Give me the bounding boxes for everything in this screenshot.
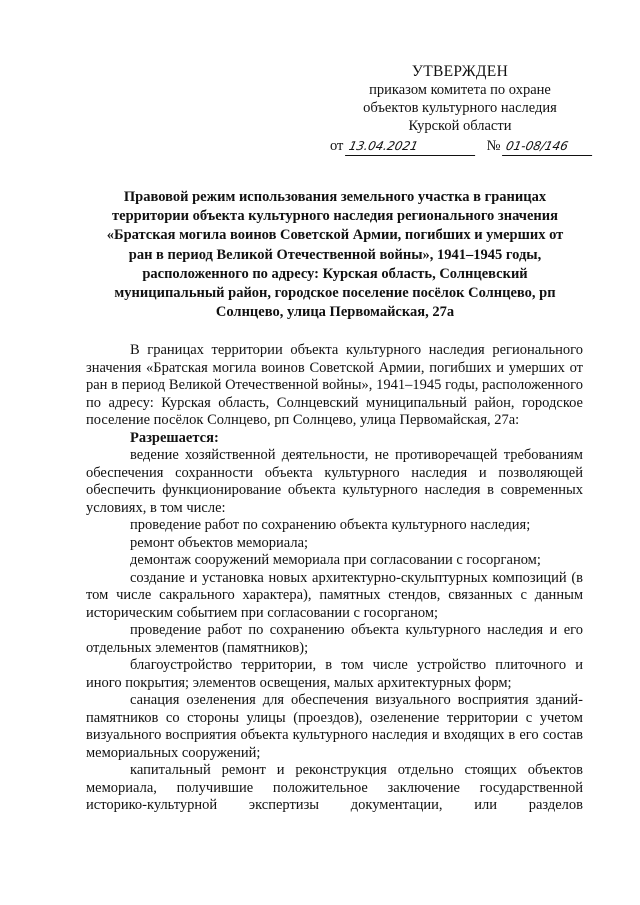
list-item: создание и установка новых архитектурно-скульптурных композиций (в том числе сакрального характера), памятных стендов, связанных с данным историческим событием при согласовании с госорганом; (86, 569, 583, 621)
handwritten-date: 13.04.2021 (345, 137, 479, 156)
approval-heading: УТВЕРЖДЕН (411, 63, 509, 80)
approval-line-2: объектов культурного наследия (363, 100, 557, 116)
document-body (86, 342, 583, 815)
intro-paragraph: В границах территории объекта культурного наследия регионального значения «Братская могила воинов Советской Армии, погибших и умерших от ран в период Великой Отечественной войны», 1941–1945 годы, расположенного по адресу: Курская область, Солнцевский муниципальный район, городское поселение посёлок Солнцево, рп Солнцево, улица Первомайская, 27а: (86, 342, 583, 428)
list-item: проведение работ по сохранению объекта культурного наследия и его отдельных элементов (памятников); (86, 622, 583, 656)
approval-line-3: Курской области (408, 118, 512, 134)
permitted-heading: Разрешается: (130, 429, 219, 446)
number-prefix: № (486, 138, 501, 154)
list-item: капитальный ремонт и реконструкция отдельно стоящих объектов мемориала, получившие положительное заключение государственной историко-культурной экспертизы документации, или разделов (86, 762, 583, 813)
list-item: благоустройство территории, в том числе устройство плиточного и иного покрытия; элементов освещения, малых архитектурных форм; (86, 657, 583, 691)
list-item: ремонт объектов мемориала; (130, 534, 309, 551)
approval-line-1: приказом комитета по охране (369, 82, 551, 98)
document-title: Правовой режим использования земельного участка в границах территории объекта культурного наследия регионального значения «Братская могила воинов Советской Армии, погибших и умерших от ран в период Великой Отечественной войны», 1941–1945 годы, расположенного по адресу: Курская область, Солнцевский муниципальный район, городское поселение посёлок Солнцево, рп Солнцево, улица Первомайская, 27а (106, 189, 564, 321)
order-date-number (330, 137, 600, 156)
date-prefix: от (330, 138, 344, 154)
list-item: проведение работ по сохранению объекта культурного наследия; (130, 517, 531, 533)
list-item: санация озеленения для обеспечения визуального восприятия зданий-памятников со стороны улицы (проездов), озеленение территории с учетом визуального восприятия объекта культурного наследия и входящих в его состав мемориальных сооружений; (86, 692, 583, 761)
list-item: демонтаж сооружений мемориала при согласовании с госорганом; (130, 552, 541, 568)
handwritten-number: 01-08/146 (502, 137, 596, 156)
list-item: ведение хозяйственной деятельности, не противоречащей требованиям обеспечения сохранности объекта культурного наследия и позволяющей обеспечить функционирование объекта культурного наследия в современных условиях, в том числе: (86, 447, 583, 516)
approval-stamp (330, 63, 590, 135)
